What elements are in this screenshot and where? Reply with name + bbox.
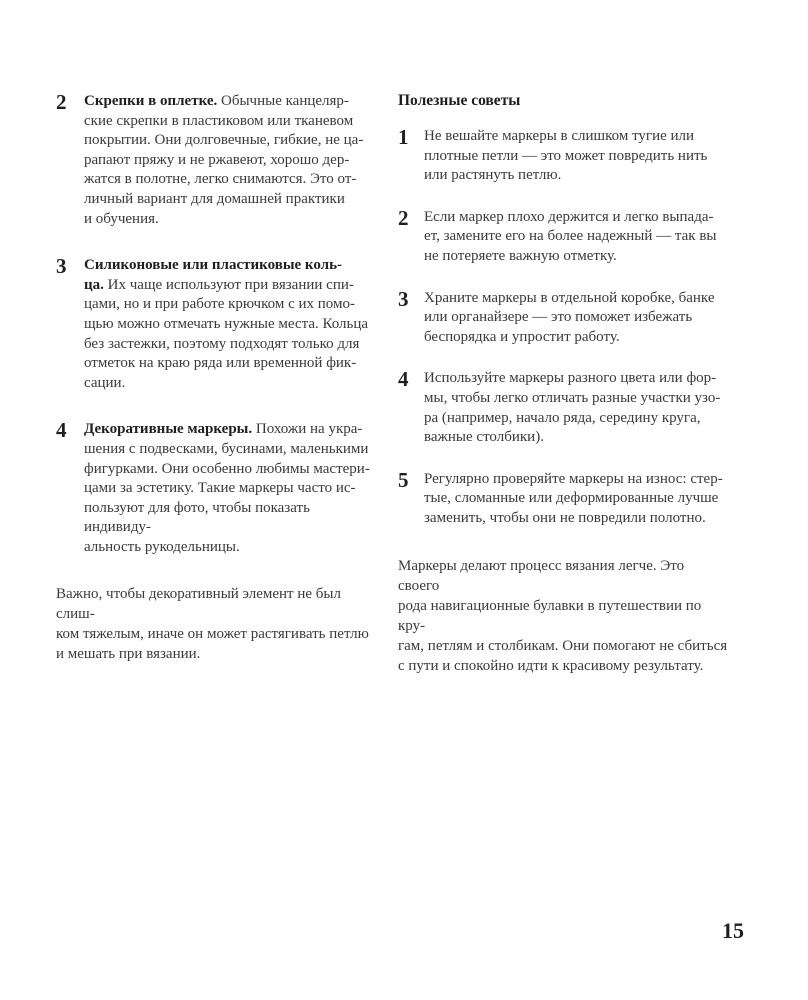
- text-line: тые, сломанные или деформированные лучше: [424, 490, 719, 507]
- section-heading: Полезные советы: [398, 92, 521, 109]
- text-line: заменить, чтобы они не повредили полотно.: [424, 509, 706, 526]
- text-line: ком тяжелым, иначе он может растягивать петлю: [56, 626, 369, 643]
- text-line: без застежки, поэтому подходят только для: [84, 335, 360, 352]
- text-line: цами за эстетику. Такие маркеры часто ис-: [84, 480, 356, 497]
- tip-item: [398, 127, 728, 186]
- item-text: [84, 256, 368, 393]
- tip-number: 1: [398, 125, 409, 149]
- text-line: Важно, чтобы декоративный элемент не был слиш-: [56, 586, 341, 623]
- text-line: Регулярно проверяйте маркеры на износ: стер-: [424, 470, 723, 487]
- list-item: [56, 92, 372, 229]
- text-line: шения с подвесками, бусинами, маленькими: [84, 440, 369, 457]
- item-text: [84, 420, 372, 557]
- tip-text: [424, 369, 720, 447]
- tip-text: [424, 127, 707, 186]
- text-line: Не вешайте маркеры в слишком тугие или: [424, 128, 695, 144]
- item-title: Декоративные маркеры.: [84, 421, 253, 438]
- tip-number: 2: [398, 205, 409, 230]
- text-line: цами, но и при работе крючком с их помо-: [84, 296, 355, 313]
- text-line: альность рукодельницы.: [84, 538, 240, 555]
- text-line: Если маркер плохо держится и легко выпада-: [424, 208, 714, 225]
- text-line: или органайзере — это поможет избежать: [424, 309, 693, 326]
- text-line: беспорядка и упростит работу.: [424, 328, 620, 345]
- text-line: мы, чтобы легко отличать разные участки узо-: [424, 389, 721, 406]
- text-line: рода навигационные булавки в путешествии по кру-: [398, 597, 702, 634]
- left-column: [56, 92, 372, 664]
- list-item: [56, 256, 372, 393]
- tip-text: [424, 289, 715, 348]
- text-line: и мешать при вязании.: [56, 646, 201, 663]
- text-line: важные столбики).: [424, 429, 544, 446]
- text-line: пользуют для фото, чтобы показать индивиду-: [84, 499, 310, 536]
- text-line: Похожи на укра-: [255, 421, 363, 438]
- text-line: ские скрепки в пластиковом или тканевом: [84, 112, 354, 129]
- tip-number: 4: [398, 367, 409, 392]
- text-line: и обучения.: [84, 210, 159, 227]
- item-title: Силиконовые или пластиковые коль-: [84, 257, 343, 274]
- text-line: жатся в полотне, легко снимаются. Это от-: [84, 171, 357, 188]
- item-text: [84, 92, 363, 229]
- text-line: Используйте маркеры разного цвета или фор-: [424, 370, 717, 387]
- text-line: Их чаще используют при вязании спи-: [107, 276, 354, 293]
- text-line: ет, замените его на более надежный — так вы: [424, 228, 717, 245]
- note-paragraph: [56, 584, 372, 664]
- item-number: 4: [56, 418, 67, 443]
- item-number: 2: [56, 90, 67, 114]
- text-line: Храните маркеры в отдельной коробке, банке: [424, 289, 715, 306]
- item-title: Скрепки в оплетке.: [84, 93, 218, 109]
- item-title-cont: ца.: [84, 276, 104, 293]
- tip-number: 5: [398, 467, 409, 492]
- tip-item: [398, 205, 728, 267]
- text-line: Обычные канцеляр-: [221, 93, 349, 109]
- conclusion-paragraph: [398, 556, 728, 676]
- text-line: или растянуть петлю.: [424, 167, 562, 184]
- text-line: рапают пряжу и не ржавеют, хорошо дер-: [84, 151, 350, 168]
- text-line: сации.: [84, 374, 126, 391]
- page-number: 15: [722, 918, 744, 943]
- text-line: ра (например, начало ряда, середину круга,: [424, 409, 701, 426]
- tip-number: 3: [398, 286, 409, 311]
- text-line: личный вариант для домашней практики: [84, 190, 345, 207]
- tip-text: [424, 470, 723, 529]
- text-line: Маркеры делают процесс вязания легче. Это своего: [398, 557, 685, 594]
- text-line: гам, петлям и столбикам. Они помогают не сбиться: [398, 637, 728, 654]
- right-column: [398, 92, 728, 676]
- list-item: [56, 420, 372, 557]
- text-line: фигурками. Они особенно любимы мастери-: [84, 460, 370, 477]
- text-line: щью можно отмечать нужные места. Кольца: [84, 315, 369, 332]
- text-line: не потеряете важную отметку.: [424, 247, 617, 264]
- text-line: с пути и спокойно идти к красивому результату.: [398, 657, 704, 674]
- tip-item: [398, 467, 728, 529]
- item-number: 3: [56, 254, 67, 279]
- tip-item: [398, 286, 728, 348]
- tip-item: [398, 369, 728, 447]
- text-line: плотные петли — это может повредить нить: [424, 147, 708, 164]
- tip-text: [424, 208, 717, 267]
- text-line: отметок на краю ряда или временной фик-: [84, 355, 357, 372]
- text-line: покрытии. Они долговечные, гибкие, не ца-: [84, 132, 364, 149]
